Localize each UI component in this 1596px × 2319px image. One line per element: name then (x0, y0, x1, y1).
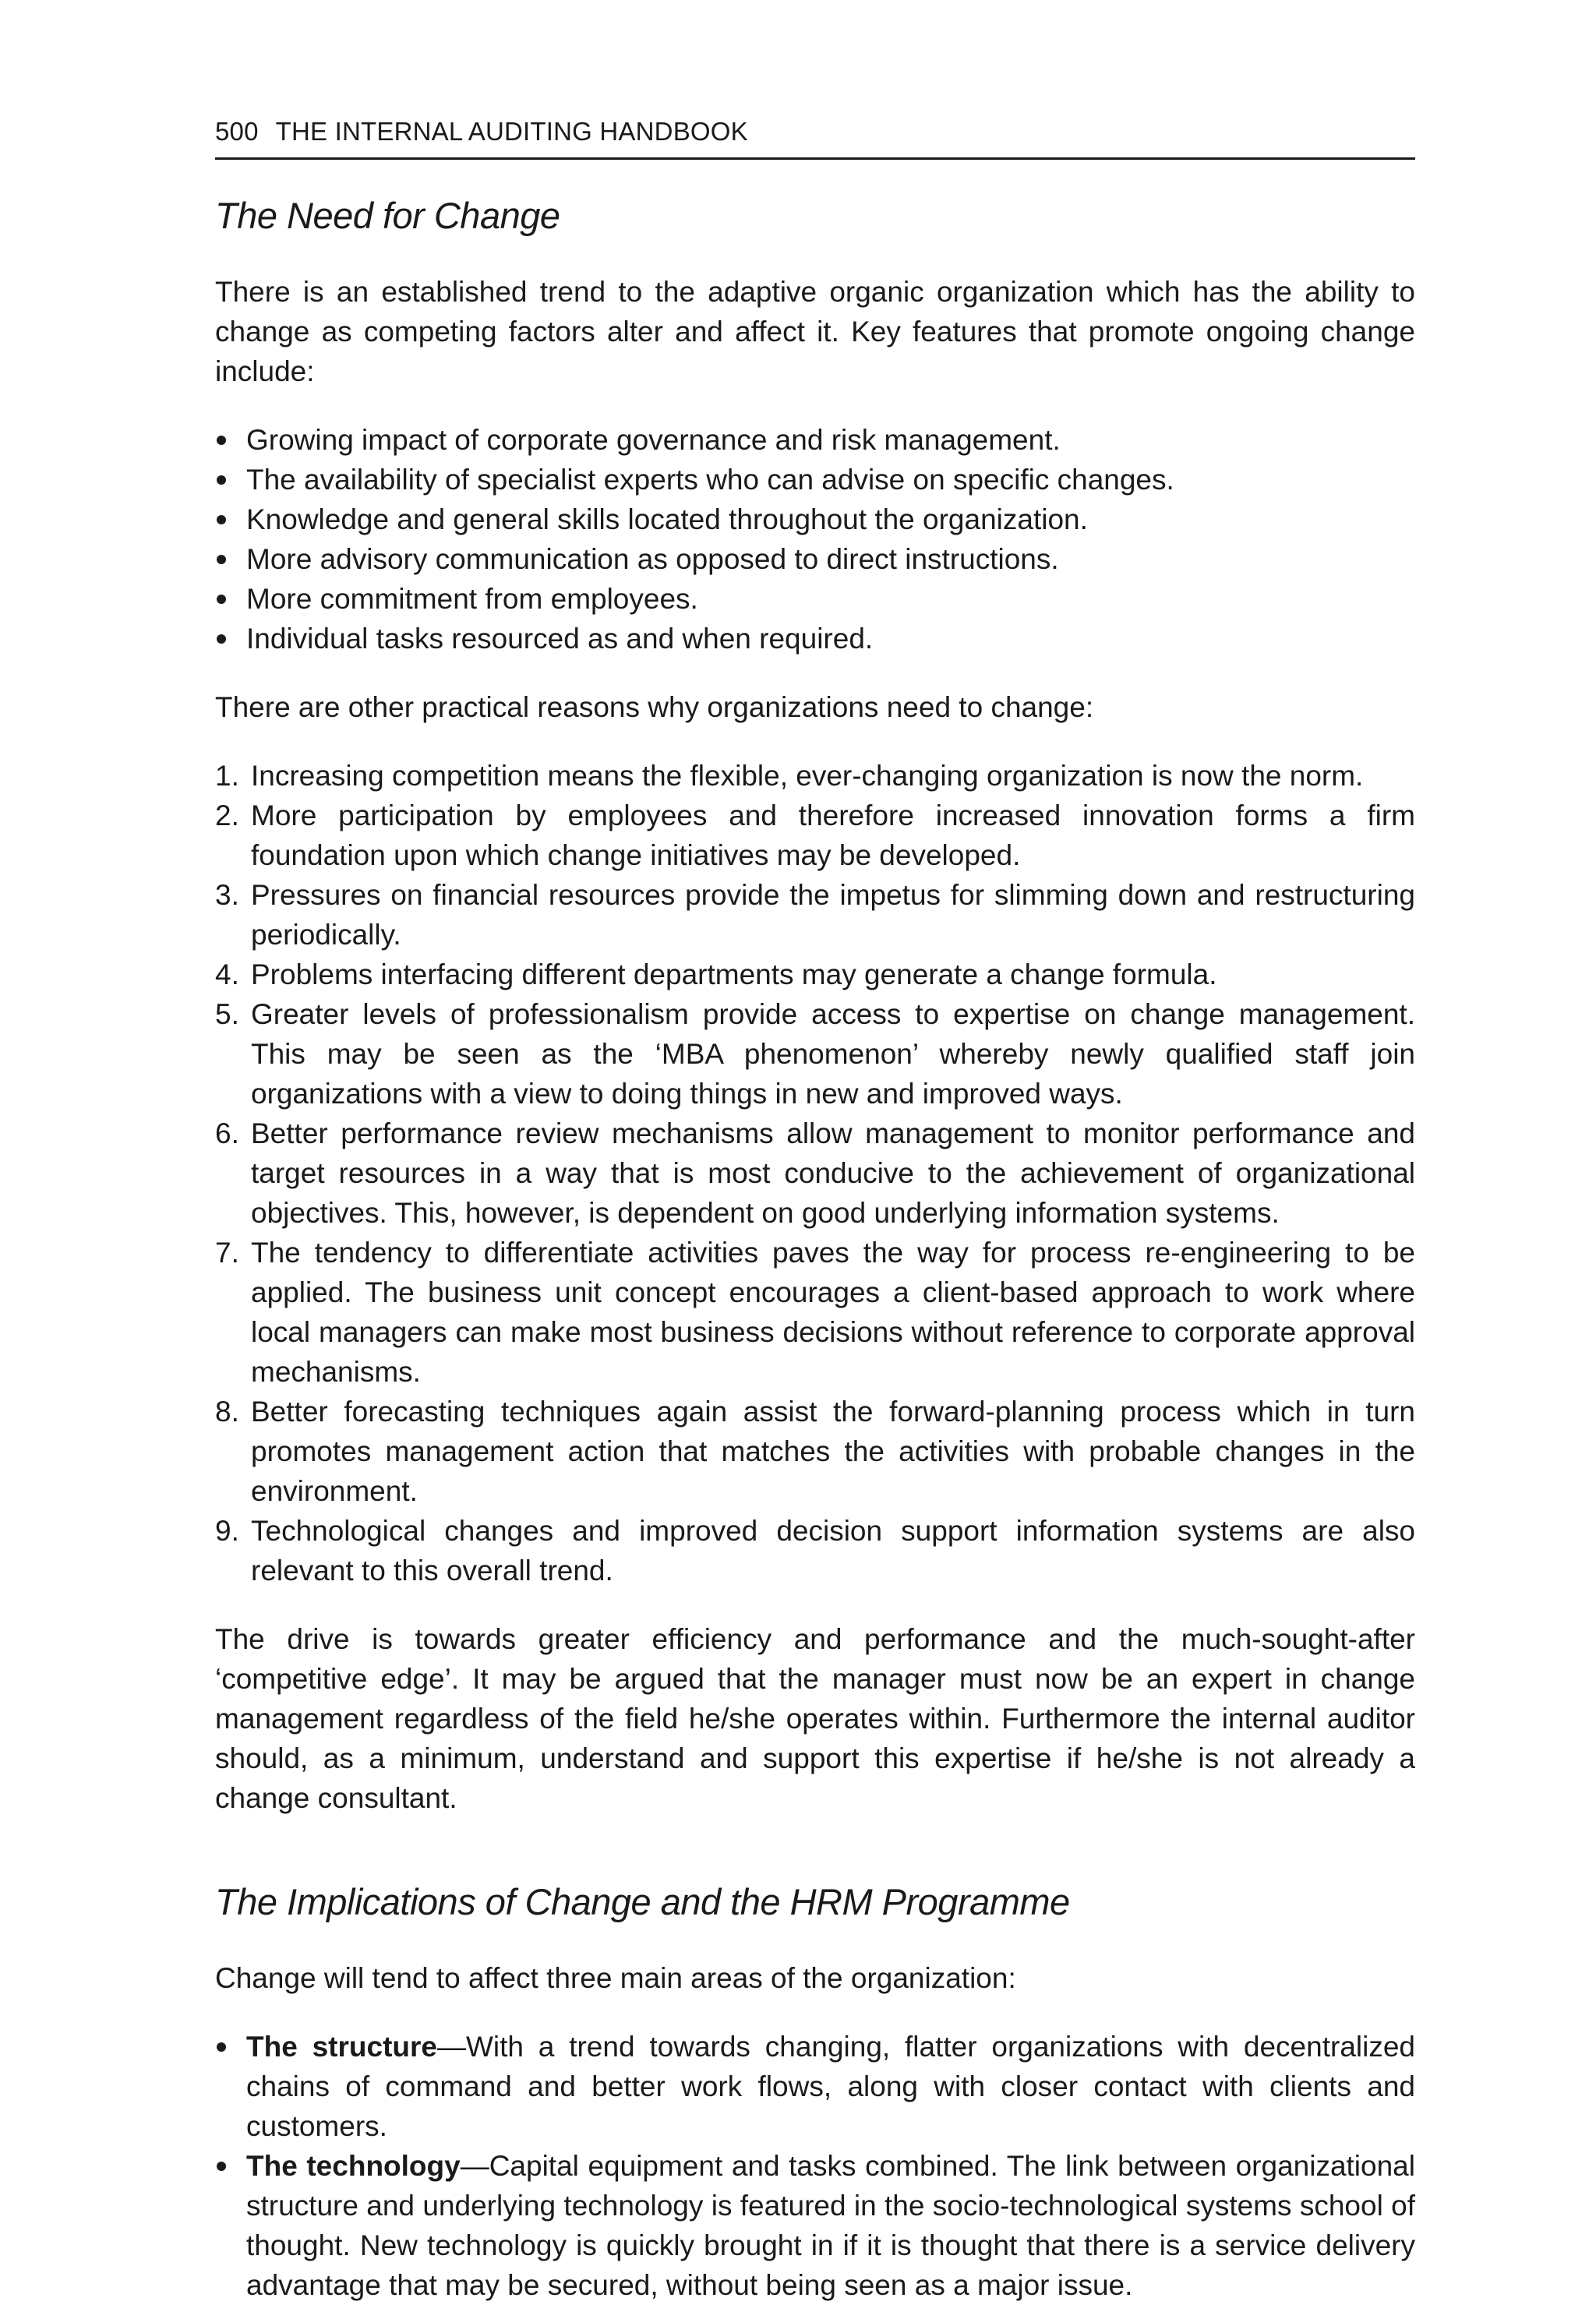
numbered-item: 9. Technological changes and improved decision support information systems are also relevant to this overall trend. (215, 1515, 1415, 1587)
bullet-icon (217, 2042, 226, 2052)
numbered-item: 8. Better forecasting techniques again assist the forward-planning process which in turn promotes management action that matches the activities with probable changes in the environment. (215, 1396, 1415, 1507)
list-item: Growing impact of corporate governance and risk management. (215, 420, 1415, 460)
numbered-item: 3. Pressures on financial resources provide the impetus for slimming down and restructuring periodically. (215, 879, 1415, 951)
change-areas-list (215, 2027, 1415, 2305)
numbered-item: 6. Better performance review mechanisms allow management to monitor performance and target resources in a way that is most conducive to the achievement of organizational objectives. This, however, is dependent on good underlying information systems. (215, 1117, 1415, 1229)
numbered-item: 5. Greater levels of professionalism provide access to expertise on change management. This may be seen as the ‘MBA phenomenon’ whereby newly qualified staff join organizations with a view to doing things in new and improved ways. (215, 998, 1415, 1110)
bullet-icon (217, 436, 226, 445)
list-item: Knowledge and general skills located throughout the organization. (215, 499, 1415, 539)
numbered-item: 1. Increasing competition means the flexible, ever-changing organization is now the norm. (215, 760, 1364, 792)
list-item: The structure—With a trend towards changing, flatter organizations with decentralized chains of command and better work flows, along with closer contact with clients and customers. (215, 2027, 1415, 2146)
bullet-icon (217, 595, 226, 604)
bullet-icon (217, 515, 226, 524)
list-item: The technology—Capital equipment and tasks combined. The link between organizational structure and underlying technology is featured in the socio-technological systems school of thought. New technology is quickly brought in if it is thought that there is a service delivery advantage that may be secured, without being seen as a major issue. (215, 2146, 1415, 2305)
practical-reasons-list (215, 756, 1415, 1590)
page-number: 500 (215, 117, 259, 146)
area-term: The technology (246, 2150, 461, 2182)
running-head (215, 117, 1415, 160)
numbered-item: 4. Problems interfacing different departments may generate a change formula. (215, 958, 1217, 990)
area-term: The structure (246, 2031, 437, 2063)
list-item: The availability of specialist experts who can advise on specific changes. (215, 460, 1415, 499)
implications-intro-paragraph: Change will tend to affect three main areas of the organization: (215, 1962, 1016, 1994)
key-features-list (215, 420, 1415, 658)
list-item: Individual tasks resourced as and when required. (215, 619, 1415, 658)
bullet-icon (217, 2162, 226, 2171)
numbered-item: 2. More participation by employees and therefore increased innovation forms a firm foundation upon which change initiatives may be developed. (215, 799, 1415, 871)
list-item: More commitment from employees. (215, 579, 1415, 619)
list-item: More advisory communication as opposed to direct instructions. (215, 539, 1415, 579)
book-page (215, 117, 1415, 2305)
book-title: THE INTERNAL AUDITING HANDBOOK (275, 117, 748, 146)
bullet-icon (217, 475, 226, 485)
section-heading-implications: The Implications of Change and the HRM Programme (215, 1881, 1070, 1922)
intro-paragraph: There is an established trend to the adaptive organic organization which has the ability to change as competing factors alter and affect it. Key features that promote ongoing change include: (215, 276, 1415, 387)
numbered-item: 7. The tendency to differentiate activities paves the way for process re-engineering to be applied. The business unit concept encourages a client-based approach to work where local managers can make most business decisions without reference to corporate approval mechanisms. (215, 1237, 1415, 1388)
bullet-icon (217, 555, 226, 564)
reasons-intro-paragraph: There are other practical reasons why organizations need to change: (215, 691, 1094, 723)
section-heading-need-for-change: The Need for Change (215, 195, 560, 236)
conclusion-paragraph: The drive is towards greater efficiency and performance and the much-sought-after ‘competitive edge’. It may be argued that the manager must now be an expert in change management regardless of the field he/she operates within. Furthermore the internal auditor should, as a minimum, understand and support this expertise if he/she is not already a change consultant. (215, 1623, 1415, 1814)
bullet-icon (217, 634, 226, 644)
